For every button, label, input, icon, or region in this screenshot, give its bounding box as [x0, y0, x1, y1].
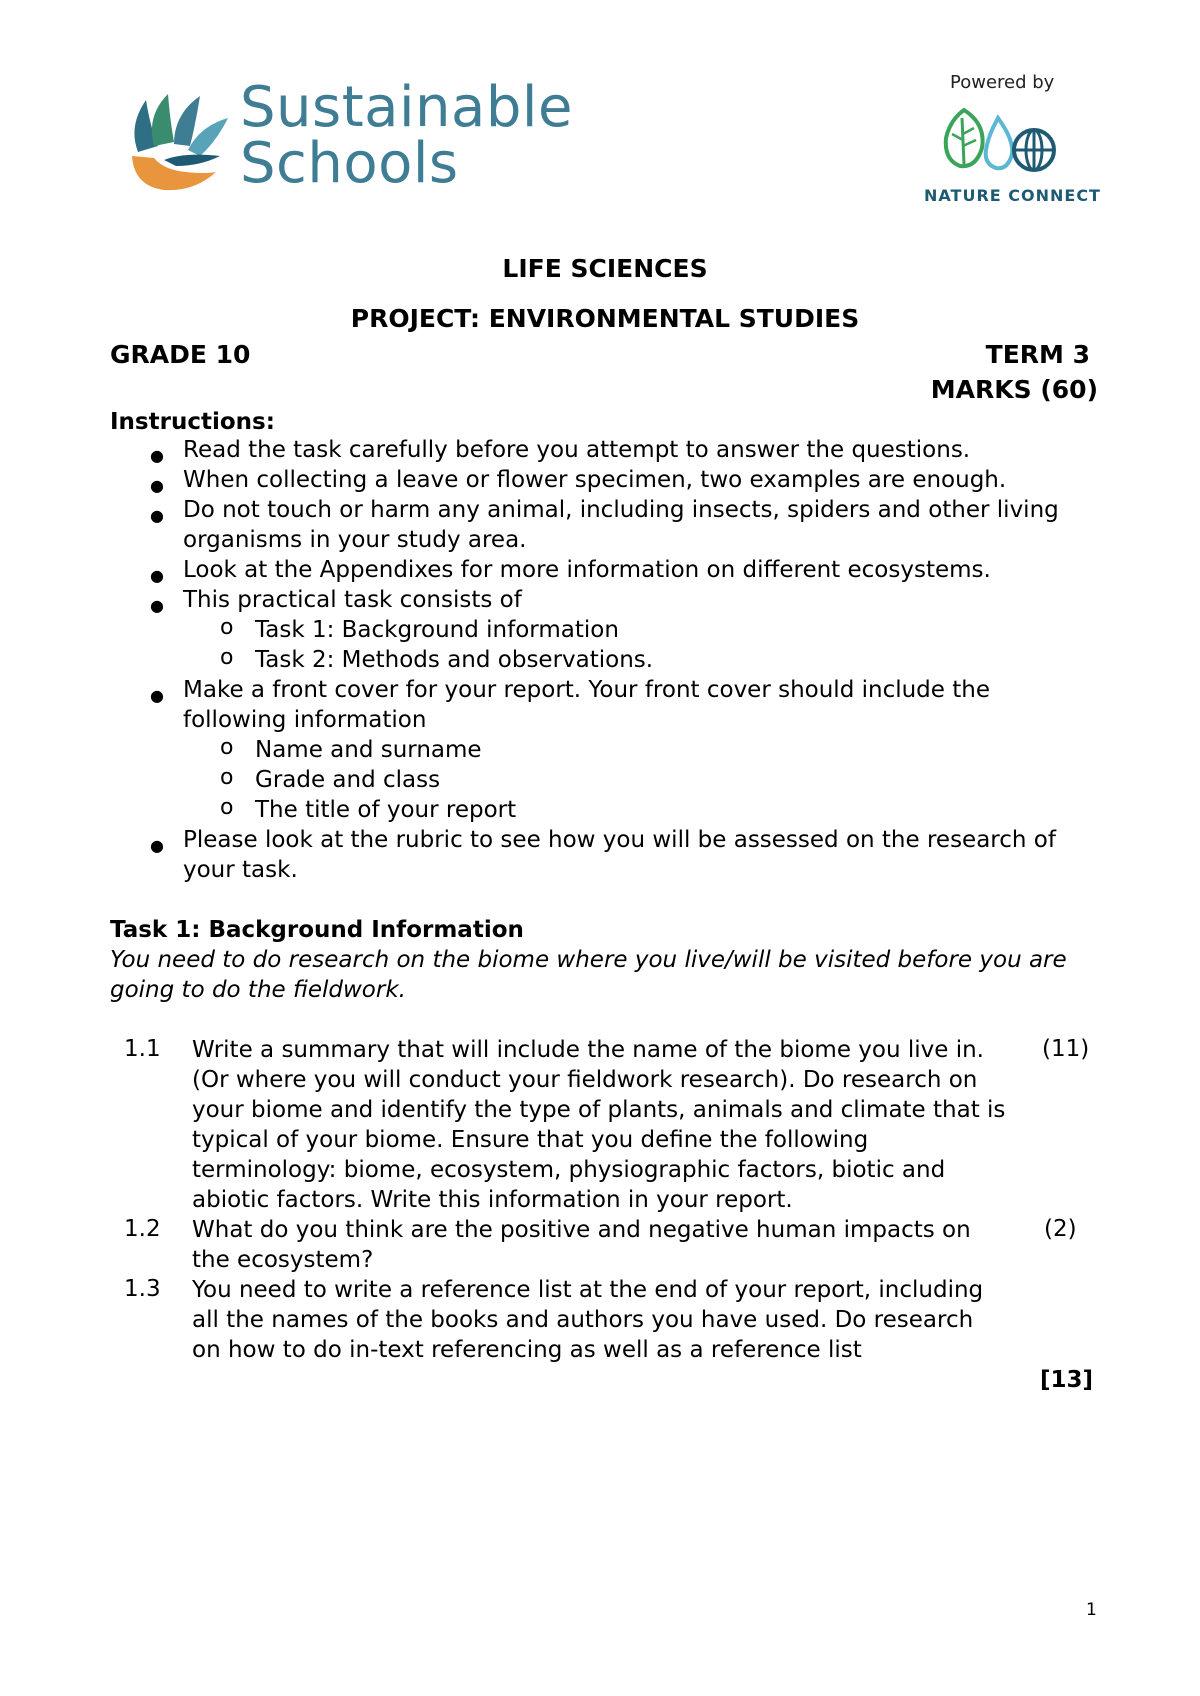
partner-name: NATURE CONNECT	[924, 186, 1101, 205]
question-marks: (11)	[1042, 1036, 1090, 1062]
sub-bullet-icon: o	[220, 795, 234, 820]
sub-bullet-icon: o	[220, 645, 234, 670]
sub-bullet-icon: o	[220, 615, 234, 640]
brand-name-line-1: Sustainable	[240, 75, 573, 140]
task1-heading: Task 1: Background Information	[110, 917, 524, 943]
question-text: your biome and identify the type of plants, animals and climate that is	[192, 1097, 1006, 1123]
task1-total-marks: [13]	[1040, 1367, 1094, 1393]
bullet-icon: ●	[150, 446, 164, 465]
question-text: all the names of the books and authors you have used. Do research	[192, 1307, 974, 1333]
instruction-item-continued: following information	[183, 707, 427, 733]
task1-intro-continued: going to do the fieldwork.	[110, 977, 406, 1003]
brand-name-line-2: Schools	[240, 131, 459, 196]
question-text: terminology: biome, ecosystem, physiographic factors, biotic and	[192, 1157, 946, 1183]
grade-label: GRADE 10	[110, 340, 251, 369]
instruction-item: Look at the Appendixes for more information on different ecosystems.	[183, 557, 991, 583]
question-text: typical of your biome. Ensure that you define the following	[192, 1127, 869, 1153]
sustainable-schools-emblem-icon	[124, 86, 234, 196]
nature-connect-logo	[918, 72, 1101, 212]
question-text: (Or where you will conduct your fieldwork research). Do research on	[192, 1067, 978, 1093]
sub-bullet-icon: o	[220, 735, 234, 760]
instruction-subitem: Name and surname	[255, 737, 482, 763]
instruction-item: Make a front cover for your report. Your front cover should include the	[183, 677, 990, 703]
instruction-item-continued: organisms in your study area.	[183, 527, 527, 553]
term-label: TERM 3	[985, 340, 1090, 369]
question-number: 1.3	[124, 1276, 161, 1302]
task1-intro: You need to do research on the biome where you live/will be visited before you are	[110, 947, 1067, 973]
instruction-subitem: Grade and class	[255, 767, 441, 793]
instructions-heading: Instructions:	[110, 409, 275, 435]
question-number: 1.1	[124, 1036, 161, 1062]
instruction-item: Please look at the rubric to see how you will be assessed on the research of	[183, 827, 1056, 853]
bullet-icon: ●	[150, 686, 164, 705]
instruction-item: Do not touch or harm any animal, including insects, spiders and other living	[183, 497, 1059, 523]
bullet-icon: ●	[150, 836, 164, 855]
bullet-icon: ●	[150, 506, 164, 525]
instruction-item-continued: your task.	[183, 857, 298, 883]
instruction-item: When collecting a leave or flower specimen, two examples are enough.	[183, 467, 1007, 493]
sustainable-schools-logo	[124, 75, 573, 202]
powered-by-label: Powered by	[950, 72, 1055, 93]
bullet-icon: ●	[150, 476, 164, 495]
bullet-icon: ●	[150, 566, 164, 585]
marks-label: MARKS (60)	[930, 375, 1098, 404]
instruction-subitem: Task 2: Methods and observations.	[255, 647, 654, 673]
question-text: on how to do in-text referencing as well as a reference list	[192, 1337, 862, 1363]
question-number: 1.2	[124, 1216, 161, 1242]
subject-title: LIFE SCIENCES	[502, 254, 708, 283]
project-title: PROJECT: ENVIRONMENTAL STUDIES	[350, 304, 860, 333]
instruction-subitem: The title of your report	[255, 797, 517, 823]
question-text: abiotic factors. Write this information in your report.	[192, 1187, 793, 1213]
instruction-subitem: Task 1: Background information	[255, 617, 619, 643]
instruction-item: This practical task consists of	[183, 587, 522, 613]
nature-connect-emblem-icon	[942, 104, 1062, 184]
question-marks: (2)	[1044, 1216, 1077, 1242]
question-text: What do you think are the positive and negative human impacts on	[192, 1217, 971, 1243]
instruction-item: Read the task carefully before you attempt to answer the questions.	[183, 437, 971, 463]
sub-bullet-icon: o	[220, 765, 234, 790]
question-text: the ecosystem?	[192, 1247, 374, 1273]
bullet-icon: ●	[150, 596, 164, 615]
question-text: Write a summary that will include the name of the biome you live in.	[192, 1037, 984, 1063]
question-text: You need to write a reference list at the end of your report, including	[192, 1277, 984, 1303]
page-number: 1	[1086, 1600, 1097, 1620]
